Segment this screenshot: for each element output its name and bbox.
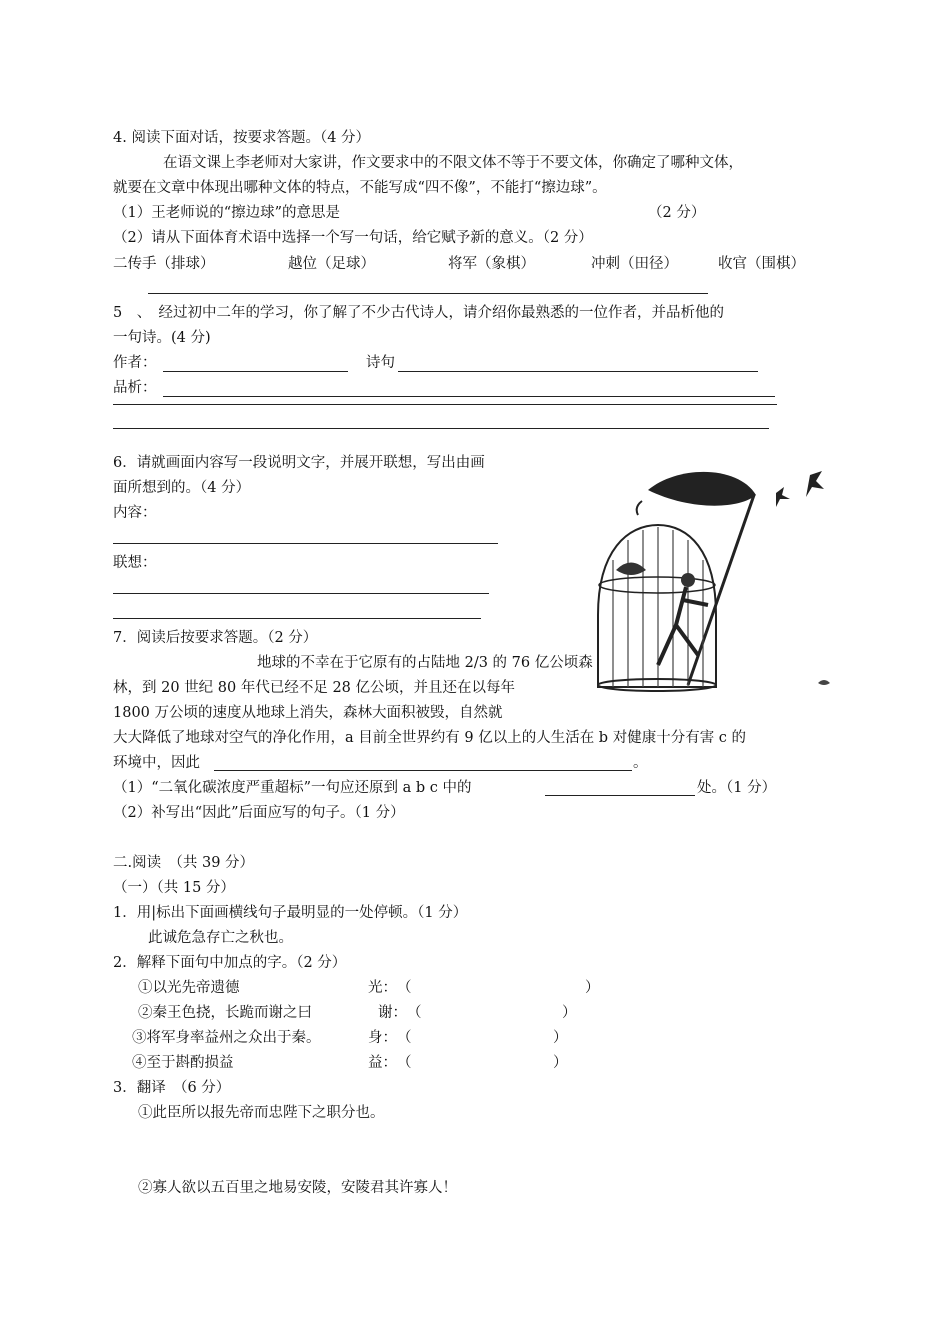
sec2-title: 二.阅读 （共 39 分） [113, 855, 255, 871]
q4-sub-2: （2）请从下面体育术语中选择一个写一句话，给它赋予新的意义。（2 分） [113, 230, 593, 246]
q5-analysis-label: 品析： [113, 380, 157, 396]
sec2-q2-close-3: ） [553, 1030, 568, 1046]
q4-sub-1-score: （2 分） [648, 205, 706, 221]
q5-analysis-line-2[interactable] [113, 404, 777, 405]
q4-term-2: 越位（足球） [288, 256, 375, 272]
q5-author-line[interactable] [163, 371, 348, 372]
q7-para-3: 1800 万公顷的速度从地球上消失，森林大面积被毁，自然就 [113, 705, 503, 721]
sec2-q2-item-2: ②秦王色挠，长跪而谢之曰 [138, 1005, 312, 1021]
sec2-q2-close-1: ） [585, 980, 600, 996]
q7-para-1: 地球的不幸在于它原有的占陆地 2/3 的 76 亿公顷森 [257, 655, 593, 671]
q6-line-2: 面所想到的。（4 分） [113, 480, 251, 496]
q6-content-label: 内容： [113, 505, 157, 521]
q7-title: 7．阅读后按要求答题。（2 分） [113, 630, 318, 646]
sec2-q2-word-4: 益： （ [368, 1055, 412, 1071]
q7-sub-1-end: 处。（1 分） [697, 780, 777, 796]
q4-term-1: 二传手（排球） [113, 256, 215, 272]
q4-para-2: 就要在文章中体现出哪种文体的特点，不能写成“四不像”，不能打“擦边球”。 [113, 180, 607, 196]
q7-para-4: 大大降低了地球对空气的净化作用，a 目前全世界约有 9 亿以上的人生活在 b 对健康十分有害 c 的 [113, 730, 747, 746]
sec2-q3-item-2: ②寡人欲以五百里之地易安陵，安陵君其许寡人！ [138, 1180, 457, 1196]
q7-sub-1: （1）“二氧化碳浓度严重超标”一句应还原到 a b c 中的 [113, 780, 472, 796]
sec2-q2-close-2: ） [562, 1005, 577, 1021]
sec2-q2-item-3: ③将军身率益州之众出于秦。 [132, 1030, 321, 1046]
sec2-q2-word-2: 谢： （ [378, 1005, 422, 1021]
q7-para-5: 环境中，因此 [113, 755, 200, 771]
q6-content-line[interactable] [113, 543, 498, 544]
q4-term-4: 冲刺（田径） [591, 256, 678, 272]
sec2-q1: 1．用|标出下面画横线句子最明显的一处停顿。（1 分） [113, 905, 468, 921]
q5-verse-label: 诗句 [366, 355, 395, 371]
q5-line-2: 一句诗。(4 分) [113, 330, 211, 346]
birdcage-illustration [588, 455, 850, 717]
q7-sub-1-line[interactable] [545, 795, 695, 796]
sec2-q2-close-4: ） [553, 1055, 568, 1071]
q5-analysis-line-3[interactable] [113, 428, 769, 429]
sec2-q3: 3．翻译 （6 分） [113, 1080, 231, 1096]
q5-analysis-line-1[interactable] [163, 396, 775, 397]
q5-verse-line[interactable] [398, 371, 758, 372]
bird-icon [776, 487, 790, 507]
sec2-q2-word-1: 光： （ [368, 980, 412, 996]
sec2-q2-item-4: ④至于斟酌损益 [132, 1055, 234, 1071]
q4-term-3: 将军（象棋） [448, 256, 535, 272]
q6-assoc-line-2[interactable] [113, 618, 481, 619]
bird-icon [806, 471, 824, 497]
sec2-q1-sentence: 此诚危急存亡之秋也。 [148, 930, 293, 946]
q4-term-5: 收官（围棋） [718, 256, 805, 272]
sec2-q3-item-1: ①此臣所以报先帝而忠陛下之职分也。 [138, 1105, 385, 1121]
q6-assoc-label: 联想： [113, 555, 157, 571]
q5-line-1: 5 、 经过初中二年的学习，你了解了不少古代诗人，请介绍你最熟悉的一位作者，并品析他的 [113, 305, 724, 321]
q6-assoc-line-1[interactable] [113, 593, 489, 594]
q5-author-label: 作者： [113, 355, 157, 371]
q7-conclusion-line[interactable] [214, 770, 632, 771]
q4-sub-1: （1）王老师说的“擦边球”的意思是 [113, 205, 341, 221]
q7-para-5-end: 。 [633, 755, 648, 771]
q7-para-2: 林，到 20 世纪 80 年代已经不足 28 亿公顷，并且还在以每年 [113, 680, 516, 696]
q4-para-1: 在语文课上李老师对大家讲，作文要求中的不限文体不等于不要文体，你确定了哪种文体， [163, 155, 743, 171]
q4-title: 4. 阅读下面对话，按要求答题。（4 分） [113, 130, 371, 146]
q7-sub-2: （2）补写出“因此”后面应写的句子。（1 分） [113, 805, 405, 821]
sec2-q2-item-1: ①以光先帝遗德 [138, 980, 240, 996]
sec2-q2-word-3: 身： （ [368, 1030, 412, 1046]
q4-answer-line[interactable] [148, 293, 708, 294]
sec2-subtitle: （一）（共 15 分） [113, 880, 235, 896]
sec2-q2: 2．解释下面句中加点的字。（2 分） [113, 955, 347, 971]
q6-line-1: 6．请就画面内容写一段说明文字，并展开联想，写出由画 [113, 455, 485, 471]
